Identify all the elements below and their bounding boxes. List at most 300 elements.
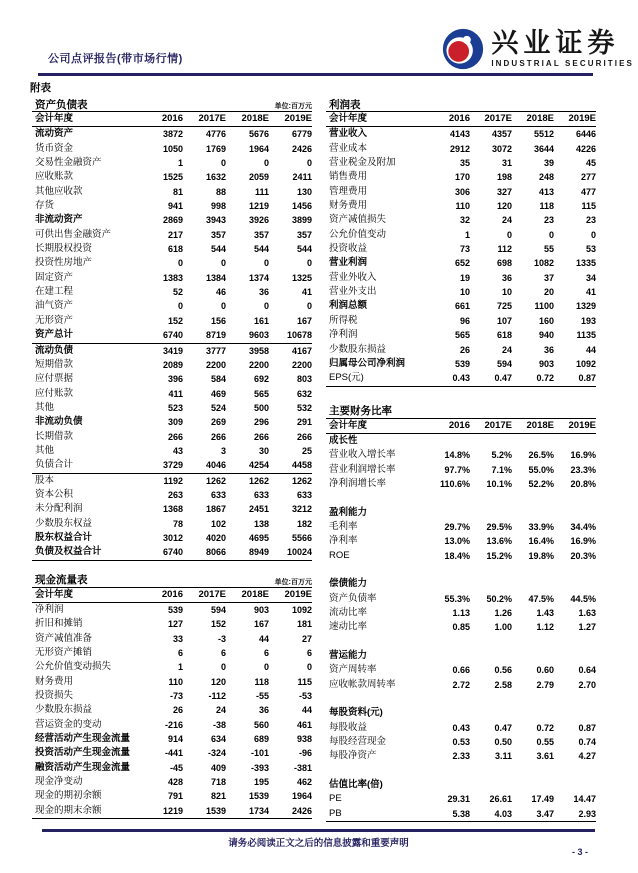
cell-value: 266 [253, 431, 269, 442]
table-row [32, 775, 312, 789]
cell-value: 10.1% [486, 478, 512, 489]
table-row [326, 477, 596, 491]
cell-value: 544 [253, 244, 269, 255]
tables-area [32, 95, 596, 822]
cell-value: 0 [220, 258, 226, 269]
row-label: 资产减值损失 [329, 214, 387, 226]
cell-value: 26 [459, 344, 470, 355]
cell-value: 4458 [291, 460, 312, 471]
cell-value: 8066 [205, 547, 226, 558]
table-row [32, 660, 312, 674]
cell-value [428, 706, 470, 720]
fiscal-year-header: 会计年度 [329, 419, 368, 431]
cell-value: 3943 [205, 215, 226, 226]
cell-value: 0.56 [494, 665, 512, 676]
cell-value: 0.72 [536, 373, 554, 384]
row-label: 其他 [35, 444, 55, 456]
cell-value: 584 [210, 374, 226, 385]
cell-value: 1.26 [494, 608, 512, 618]
cell-value: 9603 [248, 330, 269, 341]
cell-value: 544 [210, 244, 226, 255]
row-label: 每股资料(元) [329, 707, 383, 719]
cell-value: -324 [207, 748, 226, 759]
cell-value: 532 [296, 402, 312, 413]
table-unit-label: 单位:百万元 [274, 578, 312, 586]
row-label: 营运能力 [329, 650, 368, 662]
fiscal-year-header: 会计年度 [35, 588, 74, 600]
cell-value: -96 [298, 748, 312, 759]
cell-value: -3 [217, 633, 226, 644]
row-label: 净利润 [35, 604, 64, 615]
year-column-header: 2016 [161, 588, 183, 600]
table-header-row [32, 587, 312, 602]
cell-value: 2426 [291, 805, 312, 816]
table-title: 利润表 [329, 98, 361, 111]
cell-value: 33.9% [528, 521, 554, 532]
cell-value: 6 [263, 648, 269, 659]
cell-value: 0.74 [578, 737, 596, 748]
cell-value [554, 577, 596, 591]
row-label: 少数股东损益 [329, 343, 387, 355]
cell-value: 29.7% [444, 521, 470, 532]
cell-value [428, 778, 470, 792]
cell-value: 50.2% [486, 593, 512, 604]
cell-value: 0 [263, 301, 269, 312]
cell-value: 5.38 [452, 808, 470, 819]
cell-value: 41 [585, 287, 596, 298]
row-label: 交易性金融资产 [35, 157, 102, 169]
cell-value: 0.55 [536, 737, 554, 748]
row-label: 非流动负债 [35, 416, 83, 428]
table-row [326, 592, 596, 606]
cell-value: 16.9% [570, 536, 596, 547]
cell-value: 2059 [248, 172, 269, 183]
table-row [32, 545, 312, 560]
cell-value: 1325 [291, 272, 312, 283]
cell-value: 632 [296, 388, 312, 399]
cell-value: 156 [210, 315, 226, 326]
cell-value: 10 [501, 287, 512, 298]
row-label: 销售费用 [329, 171, 368, 183]
cell-value: 1.12 [536, 622, 554, 633]
cell-value: 357 [296, 229, 312, 240]
cell-value: 110 [168, 676, 183, 687]
table-row [32, 299, 312, 313]
row-label: 负债及权益合计 [35, 546, 102, 558]
row-label: 现金的期末余额 [35, 804, 102, 816]
cell-value: 26.61 [489, 794, 512, 805]
cell-value: 396 [167, 374, 183, 385]
cell-value: 1769 [205, 143, 226, 154]
table-row [32, 632, 312, 646]
cell-value: 34 [585, 272, 596, 283]
cell-value: 0.72 [536, 722, 554, 733]
cell-value: -216 [164, 719, 183, 730]
cell-value: 6740 [162, 547, 183, 558]
cell-value: -38 [212, 719, 226, 730]
cell-value: 5676 [248, 129, 269, 140]
cell-value: 118 [539, 201, 554, 212]
cell-value: 8949 [248, 547, 269, 558]
year-column-header: 2017E [484, 419, 512, 431]
year-column-header: 2017E [198, 588, 226, 600]
cell-value: 6 [220, 648, 226, 659]
cell-value: 0 [220, 301, 226, 312]
cell-value [554, 706, 596, 720]
year-column-header: 2018E [241, 588, 269, 600]
cell-value: 941 [167, 201, 183, 212]
table-row [326, 534, 596, 548]
cell-value: 791 [167, 791, 183, 802]
cell-value: 111 [254, 186, 269, 197]
cell-value: 160 [538, 315, 554, 326]
row-label: 资产负债率 [329, 592, 377, 604]
row-label: 油气资产 [35, 300, 74, 312]
table-row [32, 473, 312, 488]
cell-value: 0.60 [536, 665, 554, 676]
page-number: - 3 - [571, 847, 588, 857]
table-row [32, 689, 312, 703]
brand-logo-text [491, 30, 634, 68]
cell-value: 4020 [205, 532, 226, 543]
cell-value: 1100 [534, 301, 554, 312]
table-row [326, 663, 596, 677]
table-row [326, 299, 596, 313]
cell-value: 44 [301, 705, 312, 716]
table-unit-label: 单位:百万元 [274, 103, 312, 110]
cell-value: 107 [496, 315, 512, 326]
cell-value: 1135 [576, 330, 596, 341]
cell-value: 0 [548, 229, 554, 240]
cell-value: 6779 [291, 129, 312, 140]
cell-value: 36 [501, 272, 512, 283]
cell-value: 32 [459, 215, 470, 226]
cell-value: 120 [210, 676, 226, 687]
row-label: 投资活动产生现金流量 [35, 747, 131, 759]
table-row [32, 142, 312, 156]
disclaimer-text: 请务必阅读正文之后的信息披露和重要声明 [228, 838, 409, 849]
cell-value: 698 [496, 258, 512, 269]
year-column-header: 2017E [198, 113, 226, 124]
cell-value: 903 [538, 358, 554, 369]
cell-value: 462 [296, 777, 312, 788]
year-column-header: 2018E [526, 419, 554, 431]
cell-value: 96 [459, 315, 470, 326]
cell-value: 23 [543, 215, 554, 226]
cell-value: 0.66 [452, 665, 470, 676]
row-label: 营业利润 [329, 257, 368, 269]
cell-value: 1329 [575, 301, 596, 312]
cell-value: 1374 [248, 272, 269, 283]
row-label: 营业成本 [329, 142, 368, 154]
row-label: 毛利率 [329, 520, 358, 532]
table-row [326, 127, 596, 142]
cell-value: 181 [296, 619, 312, 630]
cell-value: 0.53 [452, 737, 470, 748]
cell-value: 0.43 [452, 373, 470, 384]
table-row [326, 807, 596, 822]
cell-value: 1867 [205, 504, 226, 515]
cell-value: 20 [543, 287, 554, 298]
table-row [32, 458, 312, 473]
table-row [326, 343, 596, 357]
cell-value: 6 [177, 648, 183, 659]
cell-value: 23.3% [570, 464, 596, 475]
balance-sheet-table [32, 95, 312, 561]
cell-value: 248 [538, 172, 554, 183]
cell-value: 0.64 [578, 665, 596, 676]
table-row [32, 517, 312, 531]
cell-value: 1 [177, 662, 183, 673]
table-row [32, 228, 312, 242]
cell-value: 2200 [205, 359, 226, 370]
table-row [326, 678, 596, 692]
cell-value: 409 [210, 762, 226, 773]
year-column-header: 2018E [241, 113, 269, 124]
row-label: 负债合计 [35, 459, 74, 471]
cell-value: 73 [459, 244, 470, 255]
table-row [32, 170, 312, 184]
spacer-cell [326, 563, 596, 577]
spacer-row [326, 635, 596, 649]
cell-value: 112 [497, 244, 512, 255]
table-row [32, 675, 312, 689]
cell-value: 2.79 [536, 679, 554, 690]
cell-value: 4226 [575, 143, 596, 154]
cell-value: 10024 [286, 547, 312, 558]
cell-value: 47.5% [528, 593, 554, 604]
row-label: 在建工程 [35, 286, 74, 298]
row-label: 其他 [35, 401, 55, 413]
cell-value: 3899 [291, 215, 312, 226]
table-row [326, 649, 596, 663]
year-column-header: 2018E [526, 113, 554, 124]
cell-value [512, 433, 554, 448]
row-label: 投资性房地产 [35, 257, 93, 269]
cell-value: 24 [501, 344, 512, 355]
table-row [32, 488, 312, 502]
cell-value: 2912 [449, 143, 470, 154]
cell-value: 30 [258, 445, 269, 456]
cell-value: 1 [464, 229, 470, 240]
spacer-cell [326, 764, 596, 778]
cell-value [428, 577, 470, 591]
cell-value: 31 [501, 158, 512, 169]
row-label: 财务费用 [35, 675, 74, 687]
cell-value: 152 [167, 315, 183, 326]
table-row [326, 433, 596, 448]
cell-value: 3012 [162, 532, 183, 543]
cell-value: 689 [253, 734, 269, 745]
cell-value: 633 [210, 489, 226, 500]
right-column [326, 95, 596, 822]
cell-value: 1092 [575, 358, 596, 369]
cell-value: 560 [253, 719, 269, 730]
footer-divider [42, 829, 595, 832]
cell-value: 4.27 [578, 751, 596, 762]
fiscal-year-header: 会计年度 [329, 113, 368, 124]
financial-ratios-table [326, 402, 596, 823]
row-label: 投资收益 [329, 243, 368, 255]
row-label: 融资活动产生现金流量 [35, 761, 131, 773]
cell-value: 725 [496, 301, 512, 312]
cell-value [512, 506, 554, 520]
cell-value: 44 [258, 633, 269, 644]
left-column [32, 95, 312, 822]
cell-value: 0 [306, 301, 312, 312]
cell-value: 36 [258, 705, 269, 716]
cell-value: 0 [220, 158, 226, 169]
cell-value: 44.5% [570, 593, 596, 604]
cell-value: 661 [454, 301, 470, 312]
cell-value: 296 [253, 417, 269, 428]
row-label: 少数股东损益 [35, 704, 93, 716]
cell-value: 309 [167, 417, 183, 428]
table-row [32, 430, 312, 444]
cell-value: 3.11 [494, 751, 512, 762]
cell-value: 1262 [291, 475, 312, 486]
row-label: 所得税 [329, 314, 358, 326]
cell-value: 0 [220, 662, 226, 673]
table-row [326, 271, 596, 285]
cell-value: 0.87 [578, 373, 596, 384]
cell-value: 0 [177, 258, 183, 269]
row-label: 无形资产 [35, 314, 74, 326]
year-column-header: 2019E [568, 419, 596, 431]
spacer-cell [326, 692, 596, 706]
year-column-header: 2016 [161, 113, 183, 124]
table-row [32, 761, 312, 775]
cell-value: 34.4% [570, 521, 596, 532]
cell-value: 3.47 [536, 808, 554, 819]
table-row [32, 617, 312, 631]
cell-value [470, 577, 512, 591]
table-row [32, 703, 312, 717]
row-label: 应收账款 [35, 171, 74, 183]
row-label: 非流动资产 [35, 214, 83, 226]
cell-value: 24 [501, 215, 512, 226]
row-label: 可供出售金融资产 [35, 228, 112, 240]
cell-value: 2426 [291, 143, 312, 154]
cell-value: 5512 [533, 129, 554, 140]
cell-value: 461 [296, 719, 312, 730]
cell-value: 1368 [162, 504, 183, 515]
cell-value: 1539 [205, 805, 226, 816]
cell-value: 3644 [533, 143, 554, 154]
cell-value: 2200 [248, 359, 269, 370]
cell-value: 217 [167, 229, 183, 240]
table-row [326, 170, 596, 184]
table-row [326, 142, 596, 156]
cell-value: 2.58 [494, 679, 512, 690]
spacer-row [326, 764, 596, 778]
cell-value: 52 [172, 287, 183, 298]
row-label: 短期借款 [35, 358, 74, 370]
cell-value: 3729 [162, 460, 183, 471]
table-row [326, 606, 596, 620]
row-label: 速动比率 [329, 621, 368, 633]
cell-value: 2411 [292, 172, 312, 183]
row-label: 营业利润增长率 [329, 463, 396, 475]
spacer-row [326, 491, 596, 505]
cell-value: 413 [538, 186, 554, 197]
cell-value: 1964 [291, 791, 312, 802]
table-row [32, 746, 312, 760]
table-title: 现金流量表 [35, 574, 88, 587]
cell-value: 1335 [575, 258, 596, 269]
cell-value: 78 [172, 518, 183, 529]
cell-value: 33 [172, 633, 183, 644]
spacer-cell [326, 491, 596, 505]
table-row [32, 358, 312, 372]
table-row [32, 328, 312, 343]
row-label: 每股经营现金 [329, 736, 387, 748]
cell-value: 718 [210, 777, 226, 788]
row-label: 资本公积 [35, 488, 74, 500]
table-row [326, 371, 596, 386]
row-label: 流动资产 [35, 128, 74, 140]
cell-value [512, 706, 554, 720]
row-label: 现金净变动 [35, 776, 83, 788]
spacer-row [326, 692, 596, 706]
cell-value: 3212 [291, 504, 312, 515]
cell-value: 634 [210, 734, 226, 745]
cell-value: 37 [543, 272, 554, 283]
cell-value: 55.3% [444, 593, 470, 604]
row-label: 归属母公司净利润 [329, 357, 406, 369]
cell-value: 3777 [205, 345, 226, 356]
table-row [32, 271, 312, 285]
cell-value: 0.47 [494, 722, 512, 733]
cell-value: 1734 [248, 805, 269, 816]
row-label: 资产减值准备 [35, 632, 93, 644]
table-row [326, 520, 596, 534]
cell-value: 110.6% [439, 478, 470, 489]
table-row [32, 285, 312, 299]
cell-value: 14.8% [444, 450, 470, 461]
row-label: 净利润 [329, 329, 358, 341]
row-label: 流动比率 [329, 607, 368, 618]
cell-value: 0.50 [494, 737, 512, 748]
row-label: PE [329, 793, 342, 805]
row-label: EPS(元) [329, 372, 364, 384]
cell-value [470, 706, 512, 720]
table-row [326, 721, 596, 735]
cell-value: 13.6% [486, 536, 512, 547]
cell-value: 0.87 [578, 722, 596, 733]
row-label: 折旧和摊销 [35, 618, 83, 630]
row-label: 应付票据 [35, 373, 74, 385]
cell-value [428, 649, 470, 663]
table-row [32, 804, 312, 819]
cell-value: 1219 [248, 201, 269, 212]
table-row [32, 185, 312, 199]
row-label: 应收帐款周转率 [329, 678, 396, 690]
row-label: ROE [329, 549, 350, 561]
table-row [32, 314, 312, 328]
row-label: 营业收入增长率 [329, 449, 396, 461]
cell-value [554, 778, 596, 792]
cell-value: 594 [210, 605, 226, 615]
cell-value: 4046 [205, 460, 226, 471]
cell-value: 1262 [248, 475, 269, 486]
cash-flow-table [32, 571, 312, 820]
table-row [326, 549, 596, 563]
cell-value: 0 [306, 662, 312, 673]
row-label: 偿债能力 [329, 578, 368, 590]
cell-value: 55.0% [528, 464, 554, 475]
cell-value: 523 [167, 402, 183, 413]
